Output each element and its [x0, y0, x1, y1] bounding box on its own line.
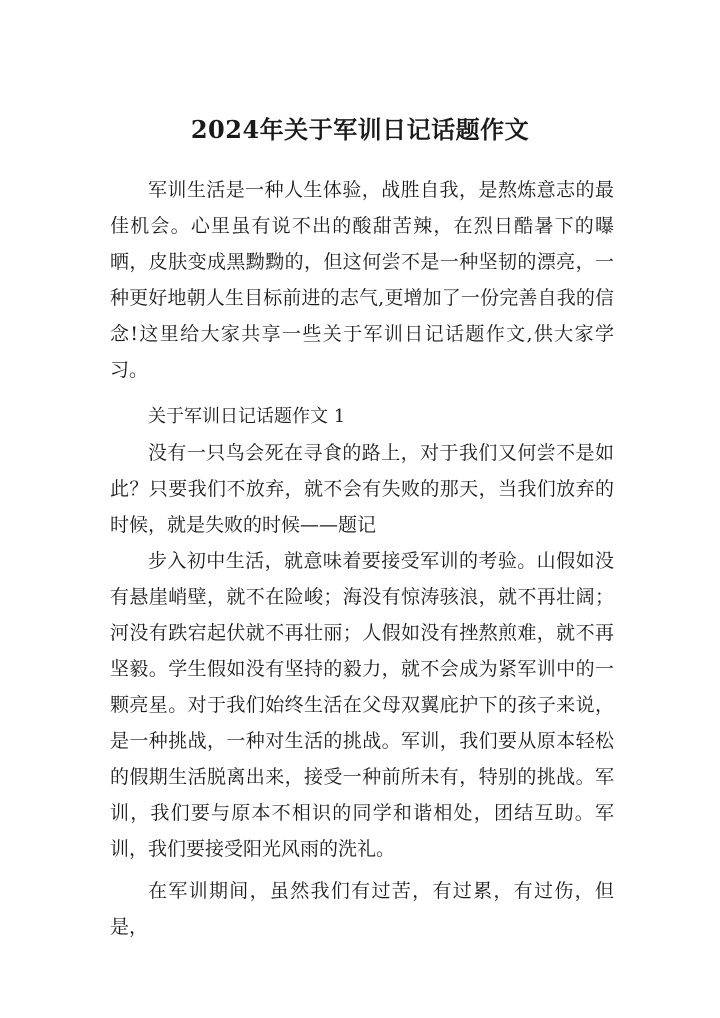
intro-paragraph: 军训生活是一种人生体验，战胜自我，是熬炼意志的最佳机会。心里虽有说不出的酸甜苦辣，在烈日酷暑下的曝晒，皮肤变成黑黝黝的，但这何尝不是一种坚韧的漂亮，一种更好地朝人生目标前进的志气,更增加了一份完善自我的信念!这里给大家共享一些关于军训日记话题作文,供大家学习。 — [110, 179, 614, 381]
intro-block — [110, 172, 614, 388]
essay-section-1 — [110, 399, 614, 945]
section-heading: 关于军训日记话题作文 1 — [148, 406, 346, 427]
paragraph-body-1: 步入初中生活，就意味着要接受军训的考验。山假如没有悬崖峭壁，就不在险峻；海没有惊涛骇浪，就不再壮阔；河没有跌宕起伏就不再壮丽；人假如没有挫熬煎难，就不再坚毅。学生假如没有坚持的毅力，就不会成为紧军训中的一颗亮星。对于我们始终生活在父母双翼庇护下的孩子来说，是一种挑战，一种对生活的挑战。军训，我们要从原本轻松的假期生活脱离出来，接受一种前所未有，特别的挑战。军训，我们要与原本不相识的同学和谐相处，团结互助。军训，我们要接受阳光风雨的洗礼。 — [110, 550, 614, 860]
paragraph-body-2: 在军训期间，虽然我们有过苦，有过累，有过伤，但是， — [110, 880, 614, 938]
paragraph-epigraph: 没有一只鸟会死在寻食的路上，对于我们又何尝不是如此？只要我们不放弃，就不会有失败的那天，当我们放弃的时候，就是失败的时候——题记 — [110, 442, 614, 536]
document-title: 2024年关于军训日记话题作文 — [190, 115, 530, 144]
